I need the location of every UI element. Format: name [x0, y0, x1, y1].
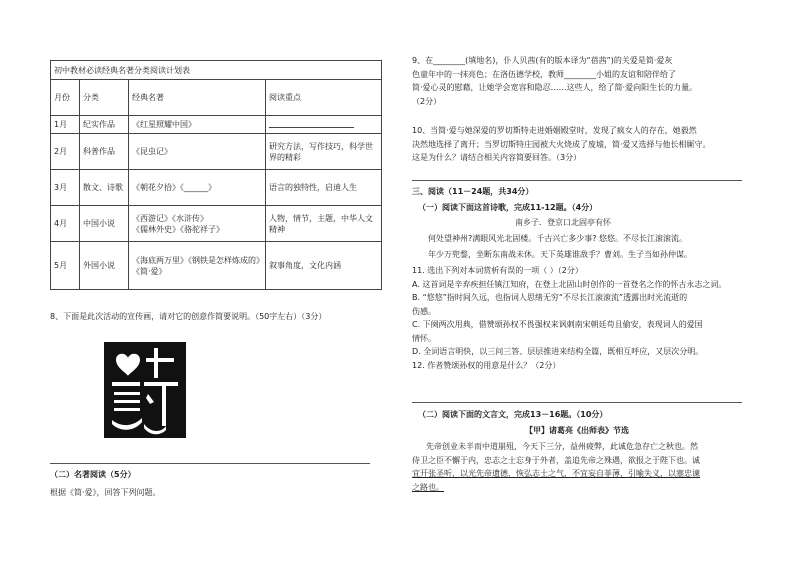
part2-title: （二）阅读下面的文言文，完成13－16题。（10分）	[418, 410, 608, 419]
poem-title: 南乡子．登京口北固亭有怀	[515, 218, 611, 227]
divider-right-1	[412, 180, 742, 181]
poem-line1: 何处望神州?满眼风光北固楼。千古兴亡多少事? 悠悠。不尽长江滚滚流。	[428, 234, 688, 243]
row5-books-line2: 《简·爱》	[132, 266, 167, 276]
q11-stem: 11. 选出下列对本词赏析有误的一项（ ）（2分）	[412, 266, 583, 275]
prose-line1: 先帝创业未半而中道崩殂，今天下三分，益州疲弊，此诚危急存亡之秋也。然	[426, 442, 698, 451]
row2-month: 2月	[51, 134, 80, 170]
q11-option-c-line1: C. 下阕两次用典，借赞颂孙权不畏强权来讽刺南宋朝廷苟且偷安，表现词人的爱国	[412, 320, 703, 329]
row5-books	[129, 242, 266, 290]
table-title: 初中教材必读经典名著分类阅读计划表	[51, 61, 382, 80]
row5-month: 5月	[51, 242, 80, 290]
divider-left	[50, 463, 370, 464]
q11-option-c-line2: 情怀。	[412, 333, 436, 343]
poem-line2: 年少万兜鍪，坐断东南战未休。天下英雄谁敌手？曹刘。生子当如孙仲谋。	[428, 250, 692, 259]
q11-option-b-line2: 伤感。	[412, 306, 436, 316]
divider-right-2	[412, 402, 742, 403]
row1-category: 纪实作品	[80, 116, 129, 134]
header-focus: 阅读重点	[266, 80, 382, 116]
reading-plan-table	[50, 60, 382, 290]
section2-title: （二）名著阅读（5分）	[50, 470, 136, 479]
text-title: 【甲】诸葛亮《出师表》节选	[525, 426, 629, 435]
header-category: 分类	[80, 80, 129, 116]
row2-books: 《昆虫记》	[129, 134, 266, 170]
header-books: 经典名著	[129, 80, 266, 116]
question-10	[412, 124, 777, 165]
q11-option-b-line1: B. “悠悠”指时间久远，也指词人思绪无穷“不尽长江滚滚流”透露出时光流逝的	[412, 293, 688, 302]
row2-focus: 研究方法，写作技巧，科学世界的精彩	[266, 134, 382, 170]
row3-category: 散文、诗歌	[80, 170, 129, 206]
question-8: 8、下面是此次活动的宣传画，请对它的创意作简要说明。（50字左右）（3分）	[50, 312, 327, 321]
row3-focus: 语言的独特性，启迪人生	[266, 170, 382, 206]
q10-line3: 这是为什么？请结合相关内容简要回答。（3分）	[412, 153, 582, 162]
prose-passage	[412, 440, 777, 494]
header-month: 月份	[51, 80, 80, 116]
section2-text: 根据《简·爱》，回答下列问题。	[50, 488, 161, 497]
row4-books	[129, 206, 266, 242]
question-11	[412, 264, 777, 372]
row5-category: 外国小说	[80, 242, 129, 290]
row4-category: 中国小说	[80, 206, 129, 242]
row2-category: 科普作品	[80, 134, 129, 170]
row4-books-line2: 《儒林外史》《骆驼祥子》	[132, 224, 224, 234]
question-9	[412, 54, 772, 108]
part1-title: （一）阅读下面这首诗歌，完成11-12题。（4分）	[418, 203, 598, 212]
section3-title: 三、阅读（11－24题，共34分）	[412, 187, 534, 196]
q10-line2: 决然地选择了离开；当罗切斯特庄园被大火烧成了废墟，简·爱又选择与他长相厮守。	[412, 139, 711, 149]
q9-line3: 简·爱心灵的慰藉，让她学会宽容和隐忍……这些人，给了简·爱向阳生长的力量。	[412, 83, 698, 92]
row5-focus: 叙事角度，文化内涵	[266, 242, 382, 290]
q11-option-a: A. 这首词是辛弃疾担任镇江知府，在登上北固山时创作的一首登名之作的怀古永志之词。	[412, 279, 727, 289]
heart-tree-calligraphy-icon	[104, 342, 186, 438]
question-12: 12. 作者赞颂孙权的用意是什么？（2分）	[412, 360, 561, 370]
poster-image	[104, 342, 186, 438]
row3-books: 《朝花夕拾》《______》	[129, 170, 266, 206]
q9-line4: （2分）	[412, 96, 442, 106]
q9-line2: 色童年中的一抹亮色；在洛伍德学校，教师________小姐的友谊和陪伴给了	[412, 69, 676, 79]
row1-books: 《红星照耀中国》	[129, 116, 266, 134]
q10-line1: 10、当简·爱与她深爱的罗切斯特走进婚姻殿堂时，发现了疯女人的存在，她毅然	[412, 126, 697, 135]
row4-focus: 人物，情节，主题，中华人文精神	[266, 206, 382, 242]
row4-month: 4月	[51, 206, 80, 242]
q9-line1: 9、在________(填地名)，仆人贝茜(有的版本译为“蓓茜”)的关爱是简·爱灰	[412, 56, 673, 65]
row5-books-line1: 《海底两万里》《钢铁是怎样炼成的》	[132, 255, 264, 265]
q11-option-d: D. 全词语言明快，以三问三答、层层推进来结构全篇，既相互呼应，又层次分明。	[412, 347, 704, 356]
row1-month: 1月	[51, 116, 80, 134]
prose-line2: 侍卫之臣不懈于内，忠志之士忘身于外者，盖追先帝之殊遇，欲报之于陛下也。诚	[412, 455, 700, 465]
prose-line3: 宜开张圣听，以光先帝遗德，恢弘志士之气，不宜妄自菲薄，引喻失义，以塞忠谏	[412, 469, 700, 478]
prose-line4: 之路也。	[412, 482, 444, 492]
row4-books-line1: 《西游记》《水浒传》	[132, 213, 208, 223]
row3-month: 3月	[51, 170, 80, 206]
row1-focus	[266, 116, 382, 134]
